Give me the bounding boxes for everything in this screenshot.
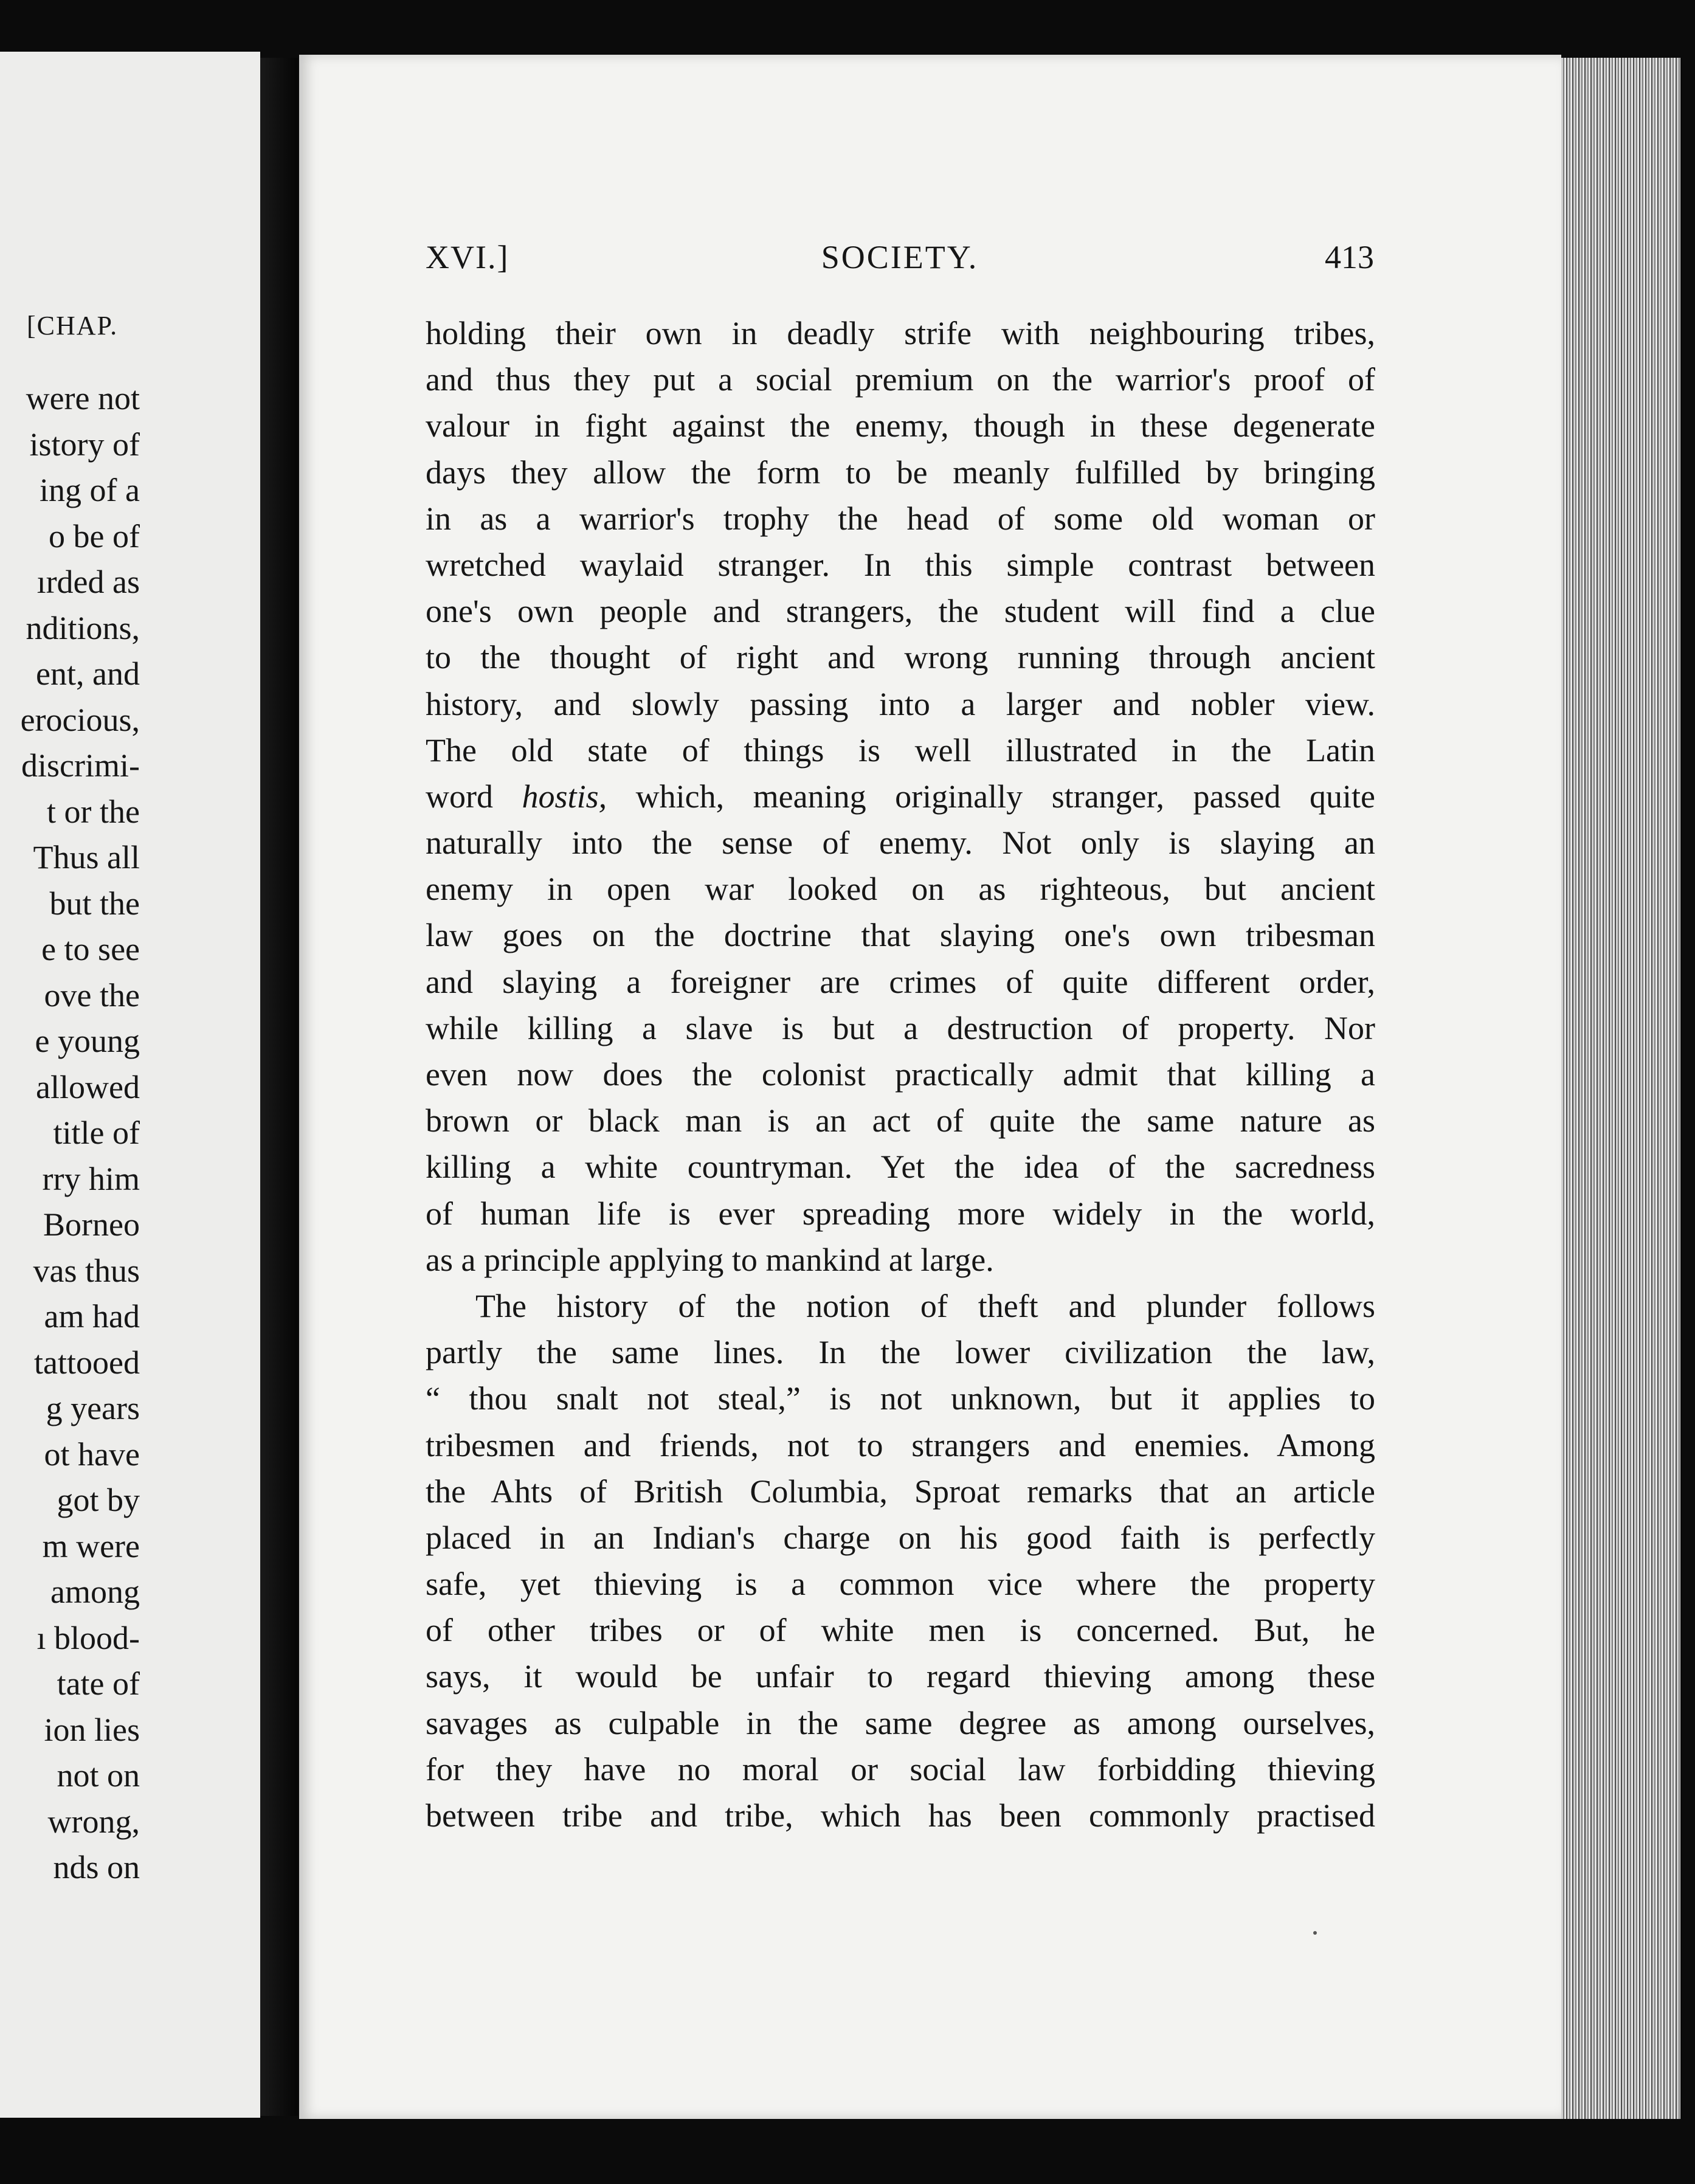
left-text-fragment: title of <box>53 1114 140 1151</box>
text-word: word <box>426 778 493 815</box>
text-line: valour in fight against the enemy, though in these degenerate <box>426 407 1375 444</box>
chapter-number: XVI.] <box>426 239 509 275</box>
left-text-fragment: am had <box>44 1298 140 1335</box>
text-line: history, and slowly passing into a larger and nobler view. <box>426 685 1375 722</box>
left-text-fragment: nditions, <box>26 609 140 646</box>
left-text-fragment: were not <box>26 380 140 416</box>
left-text-fragment: ırded as <box>36 564 140 600</box>
text-line: one's own people and strangers, the student will find a clue <box>426 593 1375 630</box>
book-gutter <box>260 58 298 2116</box>
text-line: partly the same lines. In the lower civilization the law, <box>426 1334 1375 1371</box>
left-text-fragment: nds on <box>53 1849 140 1885</box>
left-text-fragment: ı blood- <box>36 1619 140 1656</box>
text-line: wretched waylaid stranger. In this simple contrast between <box>426 546 1375 583</box>
text-line: law goes on the doctrine that slaying one's own tribesman <box>426 917 1375 954</box>
left-text-fragment: e to see <box>41 931 140 967</box>
left-text-fragment: o be of <box>49 517 140 555</box>
running-head <box>426 238 1374 287</box>
text-line: between tribe and tribe, which has been commonly practised <box>426 1797 1375 1834</box>
text-line: as a principle applying to mankind at large. <box>426 1241 994 1278</box>
text-line: and thus they put a social premium on the warrior's proof of <box>426 361 1375 398</box>
left-text-fragment: vas thus <box>33 1252 140 1289</box>
left-text-fragment: ent, and <box>36 655 140 692</box>
text-line: tribesmen and friends, not to strangers and enemies. Among <box>426 1426 1375 1463</box>
page-number: 413 <box>1325 239 1374 275</box>
text-line <box>426 773 1375 820</box>
left-text-fragment: ion lies <box>44 1711 140 1748</box>
left-text-fragment: ove the <box>44 976 140 1014</box>
left-text-fragment: t or the <box>47 793 140 830</box>
left-text-fragment: not on <box>57 1757 140 1794</box>
left-text-fragment: e young <box>35 1023 140 1059</box>
page-edges <box>1561 58 1680 2119</box>
text-line: while killing a slave is but a destruction of property. Nor <box>426 1009 1375 1046</box>
text-line: killing a white countryman. Yet the idea of the sacredness <box>426 1149 1375 1186</box>
left-text-fragment: Borneo <box>43 1206 140 1243</box>
text-line: of human life is ever spreading more widely in the world, <box>426 1195 1375 1232</box>
text-line: the Ahts of British Columbia, Sproat remarks that an article <box>426 1473 1375 1510</box>
paper-speck <box>1313 1931 1317 1935</box>
left-text-fragment: erocious, <box>20 701 140 738</box>
text-line: The old state of things is well illustrated in the Latin <box>426 731 1375 769</box>
left-text-fragment: istory of <box>29 426 140 463</box>
left-text-fragment: got by <box>57 1482 140 1518</box>
left-text-fragment: wrong, <box>47 1803 140 1840</box>
left-text-fragment: ot have <box>44 1436 140 1473</box>
left-text-fragment: tattooed <box>34 1344 140 1381</box>
left-page-text <box>0 375 140 1890</box>
text-line: and slaying a foreigner are crimes of quite different order, <box>426 963 1375 1000</box>
left-text-fragment: among <box>50 1574 140 1610</box>
text-line: brown or black man is an act of quite the same nature as <box>426 1102 1375 1139</box>
left-text-fragment: tate of <box>57 1665 140 1702</box>
text-line: to the thought of right and wrong running through ancient <box>426 639 1375 676</box>
left-text-fragment: ing of a <box>40 472 140 508</box>
text-line: of other tribes or of white men is concerned. But, he <box>426 1612 1375 1649</box>
text-line: even now does the colonist practically admit that killing a <box>426 1056 1375 1093</box>
italic-word: hostis, <box>522 778 607 815</box>
text-line: for they have no moral or social law forbidding thieving <box>426 1750 1375 1788</box>
text-line: The history of the notion of theft and plunder follows <box>475 1287 1375 1324</box>
text-line: placed in an Indian's charge on his good faith is perfectly <box>426 1519 1375 1556</box>
page-title: SOCIETY. <box>821 239 979 275</box>
left-text-fragment: g years <box>46 1390 140 1426</box>
left-text-fragment: m were <box>42 1527 140 1564</box>
text-line: days they allow the form to be meanly fulfilled by bringing <box>426 454 1375 491</box>
left-text-fragment: allowed <box>36 1068 140 1105</box>
text-line: in as a warrior's trophy the head of some old woman or <box>426 500 1375 537</box>
text-line: naturally into the sense of enemy. Not only is slaying an <box>426 824 1375 862</box>
left-running-head: [CHAP. <box>27 311 119 340</box>
text-segment: which, meaning originally stranger, passed quite <box>635 778 1375 815</box>
text-line: says, it would be unfair to regard thieving among these <box>426 1658 1375 1695</box>
text-line: savages as culpable in the same degree as among ourselves, <box>426 1704 1375 1741</box>
left-text-fragment: Thus all <box>33 839 140 876</box>
left-page <box>0 52 260 2118</box>
text-line: safe, yet thieving is a common vice where the property <box>426 1566 1375 1603</box>
body-text <box>426 310 1375 1839</box>
text-line: enemy in open war looked on as righteous, but ancient <box>426 871 1375 908</box>
left-text-fragment: discrimi- <box>21 747 140 784</box>
text-line: holding their own in deadly strife with neighbouring tribes, <box>426 315 1375 351</box>
left-text-fragment: rry him <box>42 1160 140 1197</box>
text-line: “ thou snalt not steal,” is not unknown, but it applies to <box>426 1380 1375 1417</box>
left-text-fragment: but the <box>49 885 140 922</box>
